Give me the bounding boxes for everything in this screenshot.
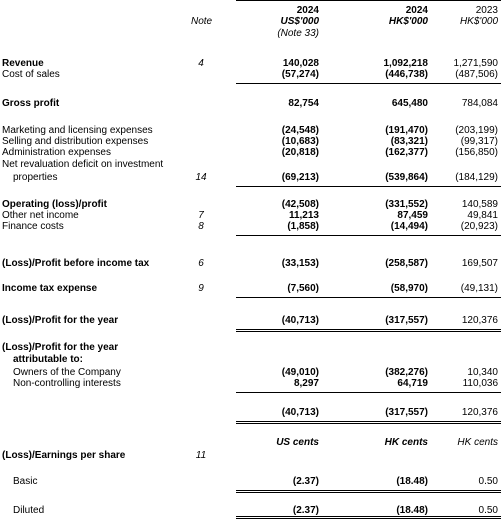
double-rule-bottom xyxy=(236,492,501,493)
row-note: 9 xyxy=(198,283,204,294)
note-column-header: Note xyxy=(191,16,213,27)
double-rule-top xyxy=(236,516,501,517)
eps-unit-hkd-2023: HK cents xyxy=(457,437,498,448)
row-label: Owners of the Company xyxy=(13,367,121,378)
row-usd-2024: 82,754 xyxy=(288,98,319,109)
header-2024-hkd-year: 2024 xyxy=(405,5,428,16)
total-hkd-2024: (317,557) xyxy=(385,407,428,418)
header-2024-usd-note: (Note 33) xyxy=(277,28,319,39)
rule xyxy=(236,297,501,298)
row-label: (Loss)/Profit before income tax xyxy=(2,258,150,269)
row-hkd-2023: (99,317) xyxy=(460,136,498,147)
section-heading-continued: attributable to: xyxy=(13,354,83,365)
row-hkd-2024: 645,480 xyxy=(391,98,428,109)
double-rule-top xyxy=(236,329,501,330)
row-note: 8 xyxy=(198,221,204,232)
row-usd-2024: (7,560) xyxy=(287,283,319,294)
row-label: Marketing and licensing expenses xyxy=(2,125,153,136)
row-hkd-2023: 120,376 xyxy=(461,315,498,326)
row-hkd-2023: (20,923) xyxy=(460,221,498,232)
row-label: Operating (loss)/profit xyxy=(2,199,107,210)
eps-diluted-hkd-2023: 0.50 xyxy=(478,505,498,516)
header-2024-hkd-currency: HK$'000 xyxy=(388,16,428,27)
eps-unit-hkd-2024: HK cents xyxy=(384,437,428,448)
double-rule-top xyxy=(236,490,501,491)
row-hkd-2024: (382,276) xyxy=(385,367,428,378)
row-label: Cost of sales xyxy=(2,69,60,80)
row-label: Administration expenses xyxy=(2,147,111,158)
rule xyxy=(236,83,501,84)
row-hkd-2024: (317,557) xyxy=(385,315,428,326)
row-hkd-2023: 110,036 xyxy=(462,378,498,389)
row-hkd-2024: 64,719 xyxy=(397,378,428,389)
rule xyxy=(236,186,501,187)
eps-unit-usd: US cents xyxy=(276,437,319,448)
row-label: Finance costs xyxy=(2,221,64,232)
row-usd-2024: (57,274) xyxy=(281,69,319,80)
row-hkd-2024: (58,970) xyxy=(390,283,428,294)
row-hkd-2024: 87,459 xyxy=(397,210,428,221)
row-hkd-2023: (203,199) xyxy=(455,125,498,136)
row-hkd-2024: (191,470) xyxy=(385,125,428,136)
row-usd-2024: (69,213) xyxy=(281,172,319,183)
header-2023-hkd-year: 2023 xyxy=(475,5,498,16)
total-usd-2024: (40,713) xyxy=(281,407,319,418)
row-hkd-2023: 140,589 xyxy=(461,199,498,210)
eps-diluted-hkd-2024: (18.48) xyxy=(396,505,428,516)
row-label: Selling and distribution expenses xyxy=(2,136,149,147)
row-usd-2024: (20,818) xyxy=(281,147,319,158)
row-usd-2024: (42,508) xyxy=(281,199,319,210)
row-note: 4 xyxy=(198,58,204,69)
row-hkd-2023: (184,129) xyxy=(455,172,498,183)
row-note: 14 xyxy=(195,172,207,183)
double-rule-bottom xyxy=(236,331,501,332)
row-label: (Loss)/Profit for the year xyxy=(2,315,119,326)
row-note: 7 xyxy=(198,210,204,221)
eps-basic-usd-2024: (2.37) xyxy=(292,476,319,487)
eps-label: (Loss)/Earnings per share xyxy=(2,450,126,461)
row-hkd-2024: (331,552) xyxy=(385,199,428,210)
row-label: Other net income xyxy=(2,210,79,221)
row-hkd-2024: (258,587) xyxy=(385,258,428,269)
eps-note: 11 xyxy=(195,450,207,461)
row-hkd-2023: 49,841 xyxy=(467,210,498,221)
row-hkd-2023: 10,340 xyxy=(467,367,498,378)
rule xyxy=(236,235,501,236)
row-hkd-2023: 784,084 xyxy=(461,98,498,109)
eps-diluted-usd-2024: (2.37) xyxy=(292,505,319,516)
row-hkd-2024: (83,321) xyxy=(390,136,428,147)
row-label: Non-controlling interests xyxy=(13,378,121,389)
header-2024-usd-currency: US$'000 xyxy=(280,16,319,27)
row-label: Income tax expense xyxy=(2,283,98,294)
row-hkd-2024: 1,092,218 xyxy=(383,58,428,69)
row-usd-2024: 11,213 xyxy=(288,210,319,221)
total-hkd-2023: 120,376 xyxy=(461,407,498,418)
row-usd-2024: 140,028 xyxy=(282,58,319,69)
row-hkd-2024: (14,494) xyxy=(390,221,428,232)
row-hkd-2023: (49,131) xyxy=(460,283,498,294)
row-hkd-2023: (156,850) xyxy=(455,147,498,158)
row-hkd-2023: (487,506) xyxy=(455,69,498,80)
eps-basic-hkd-2024: (18.48) xyxy=(396,476,428,487)
rule xyxy=(236,392,501,393)
row-hkd-2024: (446,738) xyxy=(385,69,428,80)
section-heading: (Loss)/Profit for the year xyxy=(2,342,119,353)
row-hkd-2023: 169,507 xyxy=(461,258,498,269)
row-usd-2024: (49,010) xyxy=(281,367,319,378)
row-label-continued: properties xyxy=(13,172,58,183)
row-label: Net revaluation deficit on investment xyxy=(2,159,164,170)
eps-basic-label: Basic xyxy=(13,476,38,487)
header-2023-hkd-currency: HK$'000 xyxy=(459,16,498,27)
row-usd-2024: (1,858) xyxy=(287,221,319,232)
row-hkd-2023: 1,271,590 xyxy=(453,58,498,69)
top-rule xyxy=(236,0,501,1)
row-usd-2024: (10,683) xyxy=(281,136,319,147)
header-2024-usd-year: 2024 xyxy=(296,5,319,16)
row-label: Revenue xyxy=(2,58,44,69)
row-usd-2024: 8,297 xyxy=(293,378,319,389)
row-hkd-2024: (539,864) xyxy=(385,172,428,183)
double-rule-bottom xyxy=(236,423,501,424)
eps-basic-hkd-2023: 0.50 xyxy=(478,476,498,487)
row-usd-2024: (24,548) xyxy=(281,125,319,136)
eps-diluted-label: Diluted xyxy=(13,505,45,516)
row-usd-2024: (33,153) xyxy=(281,258,319,269)
row-usd-2024: (40,713) xyxy=(281,315,319,326)
row-hkd-2024: (162,377) xyxy=(385,147,428,158)
double-rule-top xyxy=(236,421,501,422)
row-label: Gross profit xyxy=(2,98,60,109)
row-note: 6 xyxy=(198,258,204,269)
